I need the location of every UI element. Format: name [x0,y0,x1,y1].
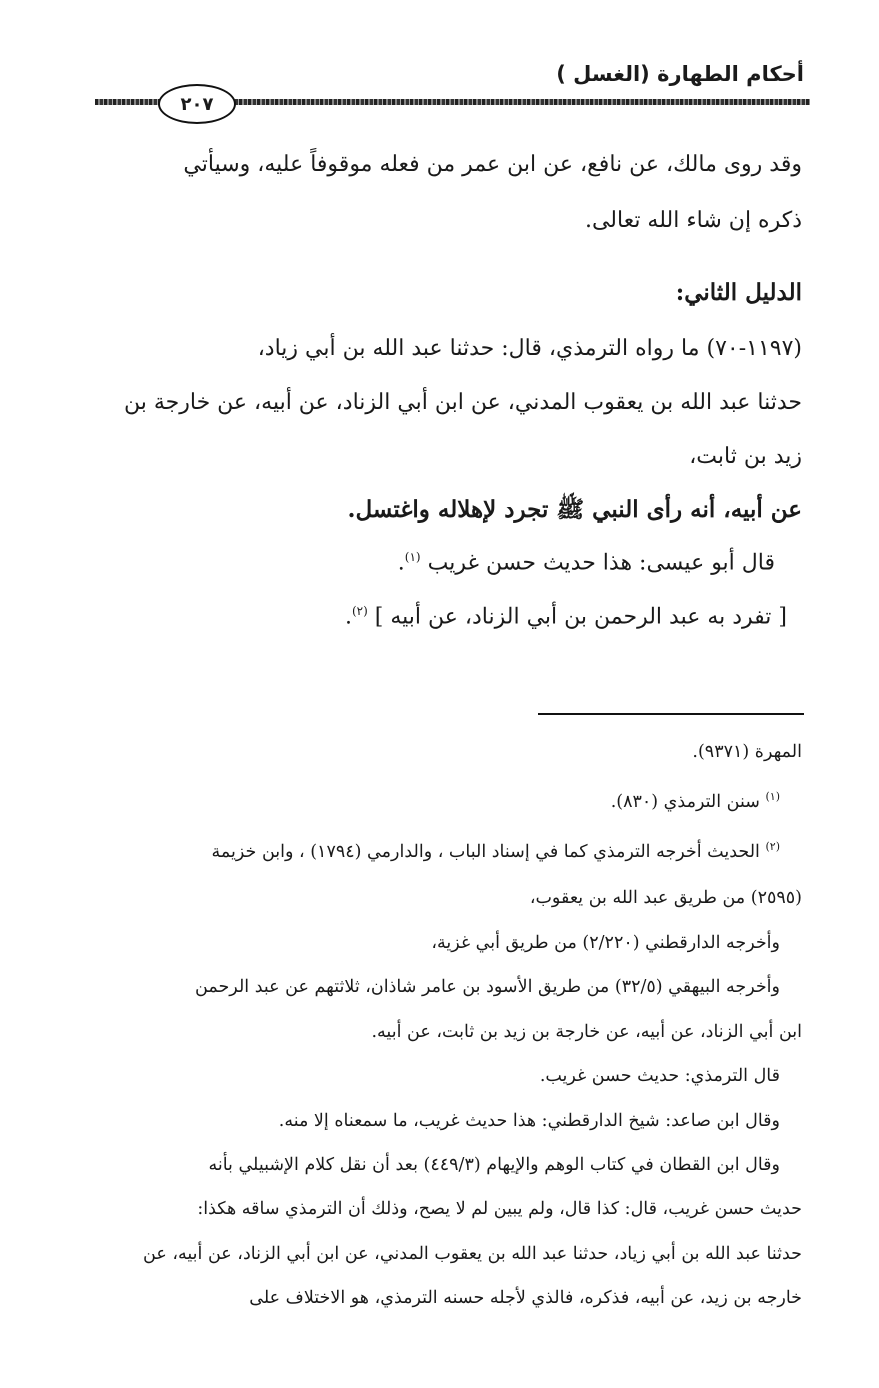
page-number-badge [158,84,236,124]
footnote-2-line-4: وأخرجه البيهقي (٣٢/٥) من طريق الأسود بن عامر شاذان، ثلاثتهم عن عبد الرحمن [195,977,780,997]
hadith-text: عن أبيه، أنه رأى النبي ﷺ تجرد لإهلاله واغتسل. [347,496,802,523]
footnote-2-line-11: خارجه بن زيد، عن أبيه، فذكره، فالذي لأجله حسنه الترمذي، هو الاختلاف على [249,1288,802,1308]
footnote-2-line-9: حديث حسن غريب، قال: كذا قال، ولم يبين لم لا يصح، وذلك أن الترمذي ساقه هكذا: [197,1199,802,1219]
note-text: [ تفرد به عبد الرحمن بن أبي الزناد، عن أبيه ] [374,604,787,630]
footnote-2-marker: (٢) [765,840,780,853]
footnote-1 [611,790,780,813]
footnote-ref-2: (٢) [351,604,368,618]
grading-line [398,550,775,577]
footnote-2-line-6: قال الترمذي: حديث حسن غريب. [539,1066,780,1086]
footnote-1-text: سنن الترمذي (٨٣٠). [610,791,760,812]
body-line-5: زيد بن ثابت، [689,444,802,469]
body-line-1: وقد روى مالك، عن نافع، عن ابن عمر من فعله موقوفاً عليه، وسيأتي [183,152,802,177]
page-number: ٢٠٧ [180,93,214,115]
footnote-ref-1: (١) [404,550,421,564]
footnote-2-line-8: وقال ابن القطان في كتاب الوهم والإيهام (٤٤٩/٣) بعد أن نقل كلام الإشبيلي بأنه [208,1155,780,1175]
footnote-2-line-10: حدثنا عبد الله بن أبي زياد، حدثنا عبد الله بن يعقوب المدني، عن ابن أبي الزناد، عن أبيه، عن [143,1244,802,1264]
body-line-4: حدثنا عبد الله بن يعقوب المدني، عن ابن أبي الزناد، عن أبيه، عن خارجة بن [124,390,802,415]
footnote-2-line-3: وأخرجه الدارقطني (٢/٢٢٠) من طريق أبي غزية، [431,933,780,953]
note-period: . [344,604,352,630]
body-line-3: (١١٩٧-٧٠) ما رواه الترمذي، قال: حدثنا عبد الله بن أبي زياد، [257,336,802,361]
footnote-2-line-1 [212,840,780,863]
running-title: أحكام الطهارة (الغسل ) [556,62,804,86]
grading-period: . [397,550,405,576]
footnote-2-line-5: ابن أبي الزناد، عن أبيه، عن خارجة بن زيد بن ثابت، عن أبيه. [371,1022,802,1042]
footnote-2-text: الحديث أخرجه الترمذي كما في إسناد الباب ، والدارمي (١٧٩٤) ، وابن خزيمة [211,841,760,862]
footnote-1-marker: (١) [765,790,780,803]
body-line-2: ذكره إن شاء الله تعالى. [584,208,802,233]
section-heading: الدليل الثاني: [675,279,802,306]
footnote-2-line-2: (٢٥٩٥) من طريق عبد الله بن يعقوب، [529,888,802,908]
footnote-2-line-7: وقال ابن صاعد: شيخ الدارقطني: هذا حديث غريب، ما سمعناه إلا منه. [278,1111,780,1131]
footnote-carryover: المهرة (٩٣٧١). [692,742,802,762]
grading-text: قال أبو عيسى: هذا حديث حسن غريب [427,550,775,576]
footnote-separator [538,713,804,715]
note-line [345,604,787,631]
